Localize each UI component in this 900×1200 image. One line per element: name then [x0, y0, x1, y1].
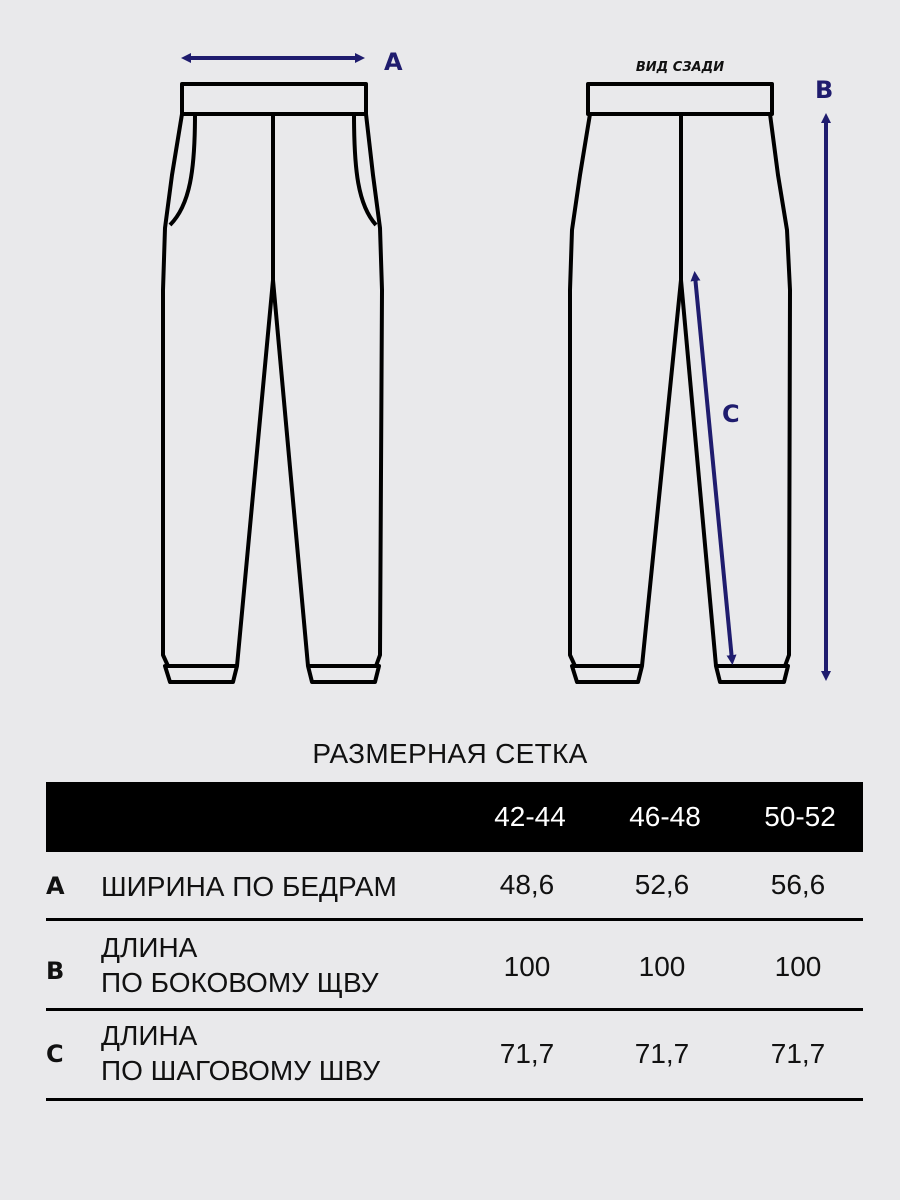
row-value: 71,7	[770, 1038, 826, 1069]
row-value: 48,6	[499, 869, 555, 900]
front-inseam-right	[273, 280, 308, 666]
row-parameter-name	[101, 930, 379, 1000]
row-divider	[46, 1098, 863, 1101]
size-header-2: 46-48	[629, 801, 701, 832]
row-name-line2: ПО ШАГОВОМУ ШВУ	[101, 1055, 381, 1086]
size-header-3: 50-52	[764, 801, 836, 832]
size-chart-header	[46, 782, 863, 852]
front-right-cuff	[308, 666, 379, 682]
row-value: 100	[638, 951, 686, 982]
back-view-label: ВИД СЗАДИ	[635, 60, 725, 75]
row-name-line1: ДЛИНА	[101, 932, 198, 963]
back-inseam-left	[642, 114, 681, 666]
arrow-c	[695, 276, 732, 660]
row-name-line1: ДЛИНА	[101, 1020, 198, 1051]
label-a: A	[384, 48, 403, 76]
back-inseam-right	[681, 280, 716, 666]
front-pants-outline	[163, 84, 382, 682]
row-value: 100	[503, 951, 551, 982]
row-letter: C	[46, 1040, 64, 1068]
row-name-line1: ШИРИНА ПО БЕДРАМ	[101, 871, 397, 902]
row-letter: B	[46, 957, 65, 985]
row-name-line2: ПО БОКОВОМУ ЩВУ	[101, 967, 379, 998]
label-b: B	[815, 76, 834, 104]
back-pants-outline	[570, 84, 790, 682]
size-header-1: 42-44	[494, 801, 566, 832]
label-c: C	[722, 400, 740, 428]
size-chart-title: РАЗМЕРНАЯ СЕТКА	[312, 738, 588, 769]
front-left-cuff	[165, 666, 237, 682]
back-right-cuff	[716, 666, 788, 682]
front-waistband	[182, 84, 366, 114]
front-inseam-left	[237, 114, 273, 666]
row-value: 56,6	[770, 869, 826, 900]
back-left-cuff	[572, 666, 642, 682]
table-row	[46, 852, 863, 921]
table-row	[46, 1011, 863, 1101]
row-letter: A	[46, 872, 65, 900]
back-waistband	[588, 84, 772, 114]
row-value: 52,6	[634, 869, 690, 900]
row-parameter-name	[101, 1018, 380, 1088]
row-value: 71,7	[634, 1038, 690, 1069]
row-parameter-name	[101, 869, 397, 904]
table-row	[46, 921, 863, 1011]
row-value: 71,7	[499, 1038, 555, 1069]
row-value: 100	[774, 951, 822, 982]
